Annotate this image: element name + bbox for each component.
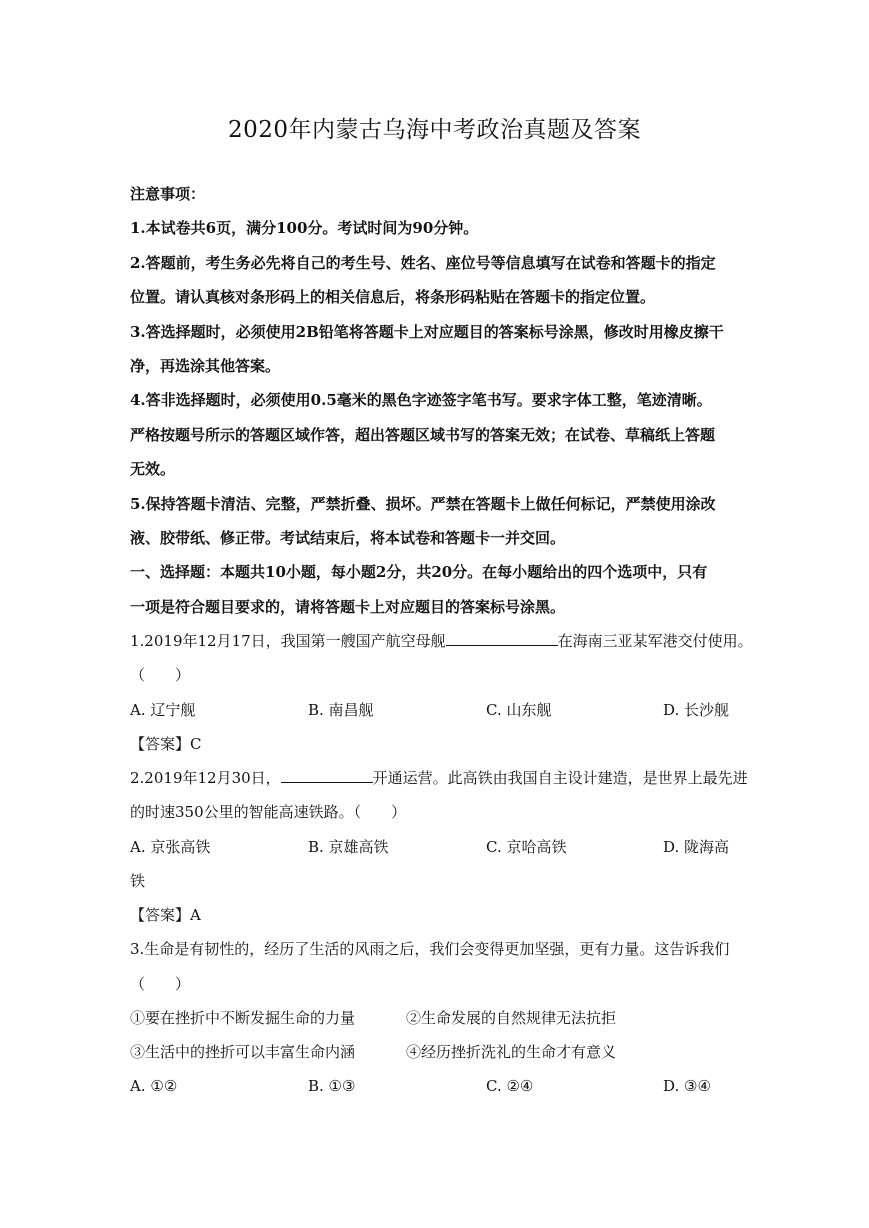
option-c: C. 山东舰 <box>486 701 552 719</box>
option-c: C. ②④ <box>486 1077 534 1095</box>
notice-item: 5.保持答题卡清洁、完整，严禁折叠、损坏。严禁在答题卡上做任何标记，严禁使用涂改 <box>130 495 716 513</box>
option-a: A. ①② <box>130 1077 178 1095</box>
option-d: D. 长沙舰 <box>663 701 730 719</box>
option-a: A. 京张高铁 <box>130 838 211 856</box>
section-instruction: 一、选择题：本题共10小题，每小题2分，共20分。在每小题给出的四个选项中，只有 <box>130 563 708 581</box>
document-title: 2020年内蒙古乌海中考政治真题及答案 <box>227 117 642 143</box>
question-3-stem: 3.生命是有韧性的，经历了生活的风雨之后，我们会变得更加坚强，更有力量。这告诉我们 <box>130 940 730 958</box>
question-2-stem: 2.2019年12月30日， 开通运营。此高铁由我国自主设计建造，是世界上最先进 <box>130 769 748 787</box>
notice-item: 位置。请认真核对条形码上的相关信息后，将条形码粘贴在答题卡的指定位置。 <box>130 288 656 306</box>
notice-item: 1.本试卷共6页，满分100分。考试时间为90分钟。 <box>130 219 479 237</box>
notice-item: 无效。 <box>130 460 176 478</box>
notice-item: 3.答选择题时，必须使用2B铅笔将答题卡上对应题目的答案标号涂黑，修改时用橡皮擦干 <box>130 323 724 341</box>
option-d: D. ③④ <box>663 1077 711 1095</box>
option-b: B. 南昌舰 <box>308 701 374 719</box>
notice-item: 液、胶带纸、修正带。考试结束后，将本试卷和答题卡一并交回。 <box>130 529 566 547</box>
option-d: D. 陇海高 <box>663 838 730 856</box>
answer-blank <box>446 631 558 646</box>
notice-item: 严格按题号所示的答题区域作答，超出答题区域书写的答案无效；在试卷、草稿纸上答题 <box>130 426 716 444</box>
answer-blank <box>281 768 373 783</box>
option-c: C. 京哈高铁 <box>486 838 567 856</box>
section-instruction: 一项是符合题目要求的，请将答题卡上对应题目的答案标号涂黑。 <box>130 598 566 616</box>
statement-1: ①要在挫折中不断发掘生命的力量 <box>130 1009 356 1027</box>
statement-3: ③生活中的挫折可以丰富生命内涵 <box>130 1043 356 1061</box>
option-b: B. ①③ <box>308 1077 356 1095</box>
question-2-stem-line2: 的时速350公里的智能高速铁路。（ ） <box>130 803 407 821</box>
notice-item: 净，再选涂其他答案。 <box>130 357 281 375</box>
answer: 【答案】C <box>130 735 202 753</box>
notice-heading: 注意事项： <box>130 185 206 203</box>
option-wrap: 铁 <box>130 872 146 890</box>
notice-item: 2.答题前，考生务必先将自己的考生号、姓名、座位号等信息填写在试卷和答题卡的指定 <box>130 254 716 272</box>
answer: 【答案】A <box>130 906 201 924</box>
question-paren: （ ） <box>130 975 191 993</box>
notice-item: 4.答非选择题时，必须使用0.5毫米的黑色字迹签字笔书写。要求字体工整，笔迹清晰。 <box>130 391 712 409</box>
question-paren: （ ） <box>130 666 191 684</box>
option-a: A. 辽宁舰 <box>130 701 196 719</box>
statement-2: ②生命发展的自然规律无法抗拒 <box>406 1009 617 1027</box>
question-1-stem: 1.2019年12月17日，我国第一艘国产航空母舰 在海南三亚某军港交付使用。 <box>130 632 753 650</box>
option-b: B. 京雄高铁 <box>308 838 389 856</box>
statement-4: ④经历挫折洗礼的生命才有意义 <box>406 1043 617 1061</box>
